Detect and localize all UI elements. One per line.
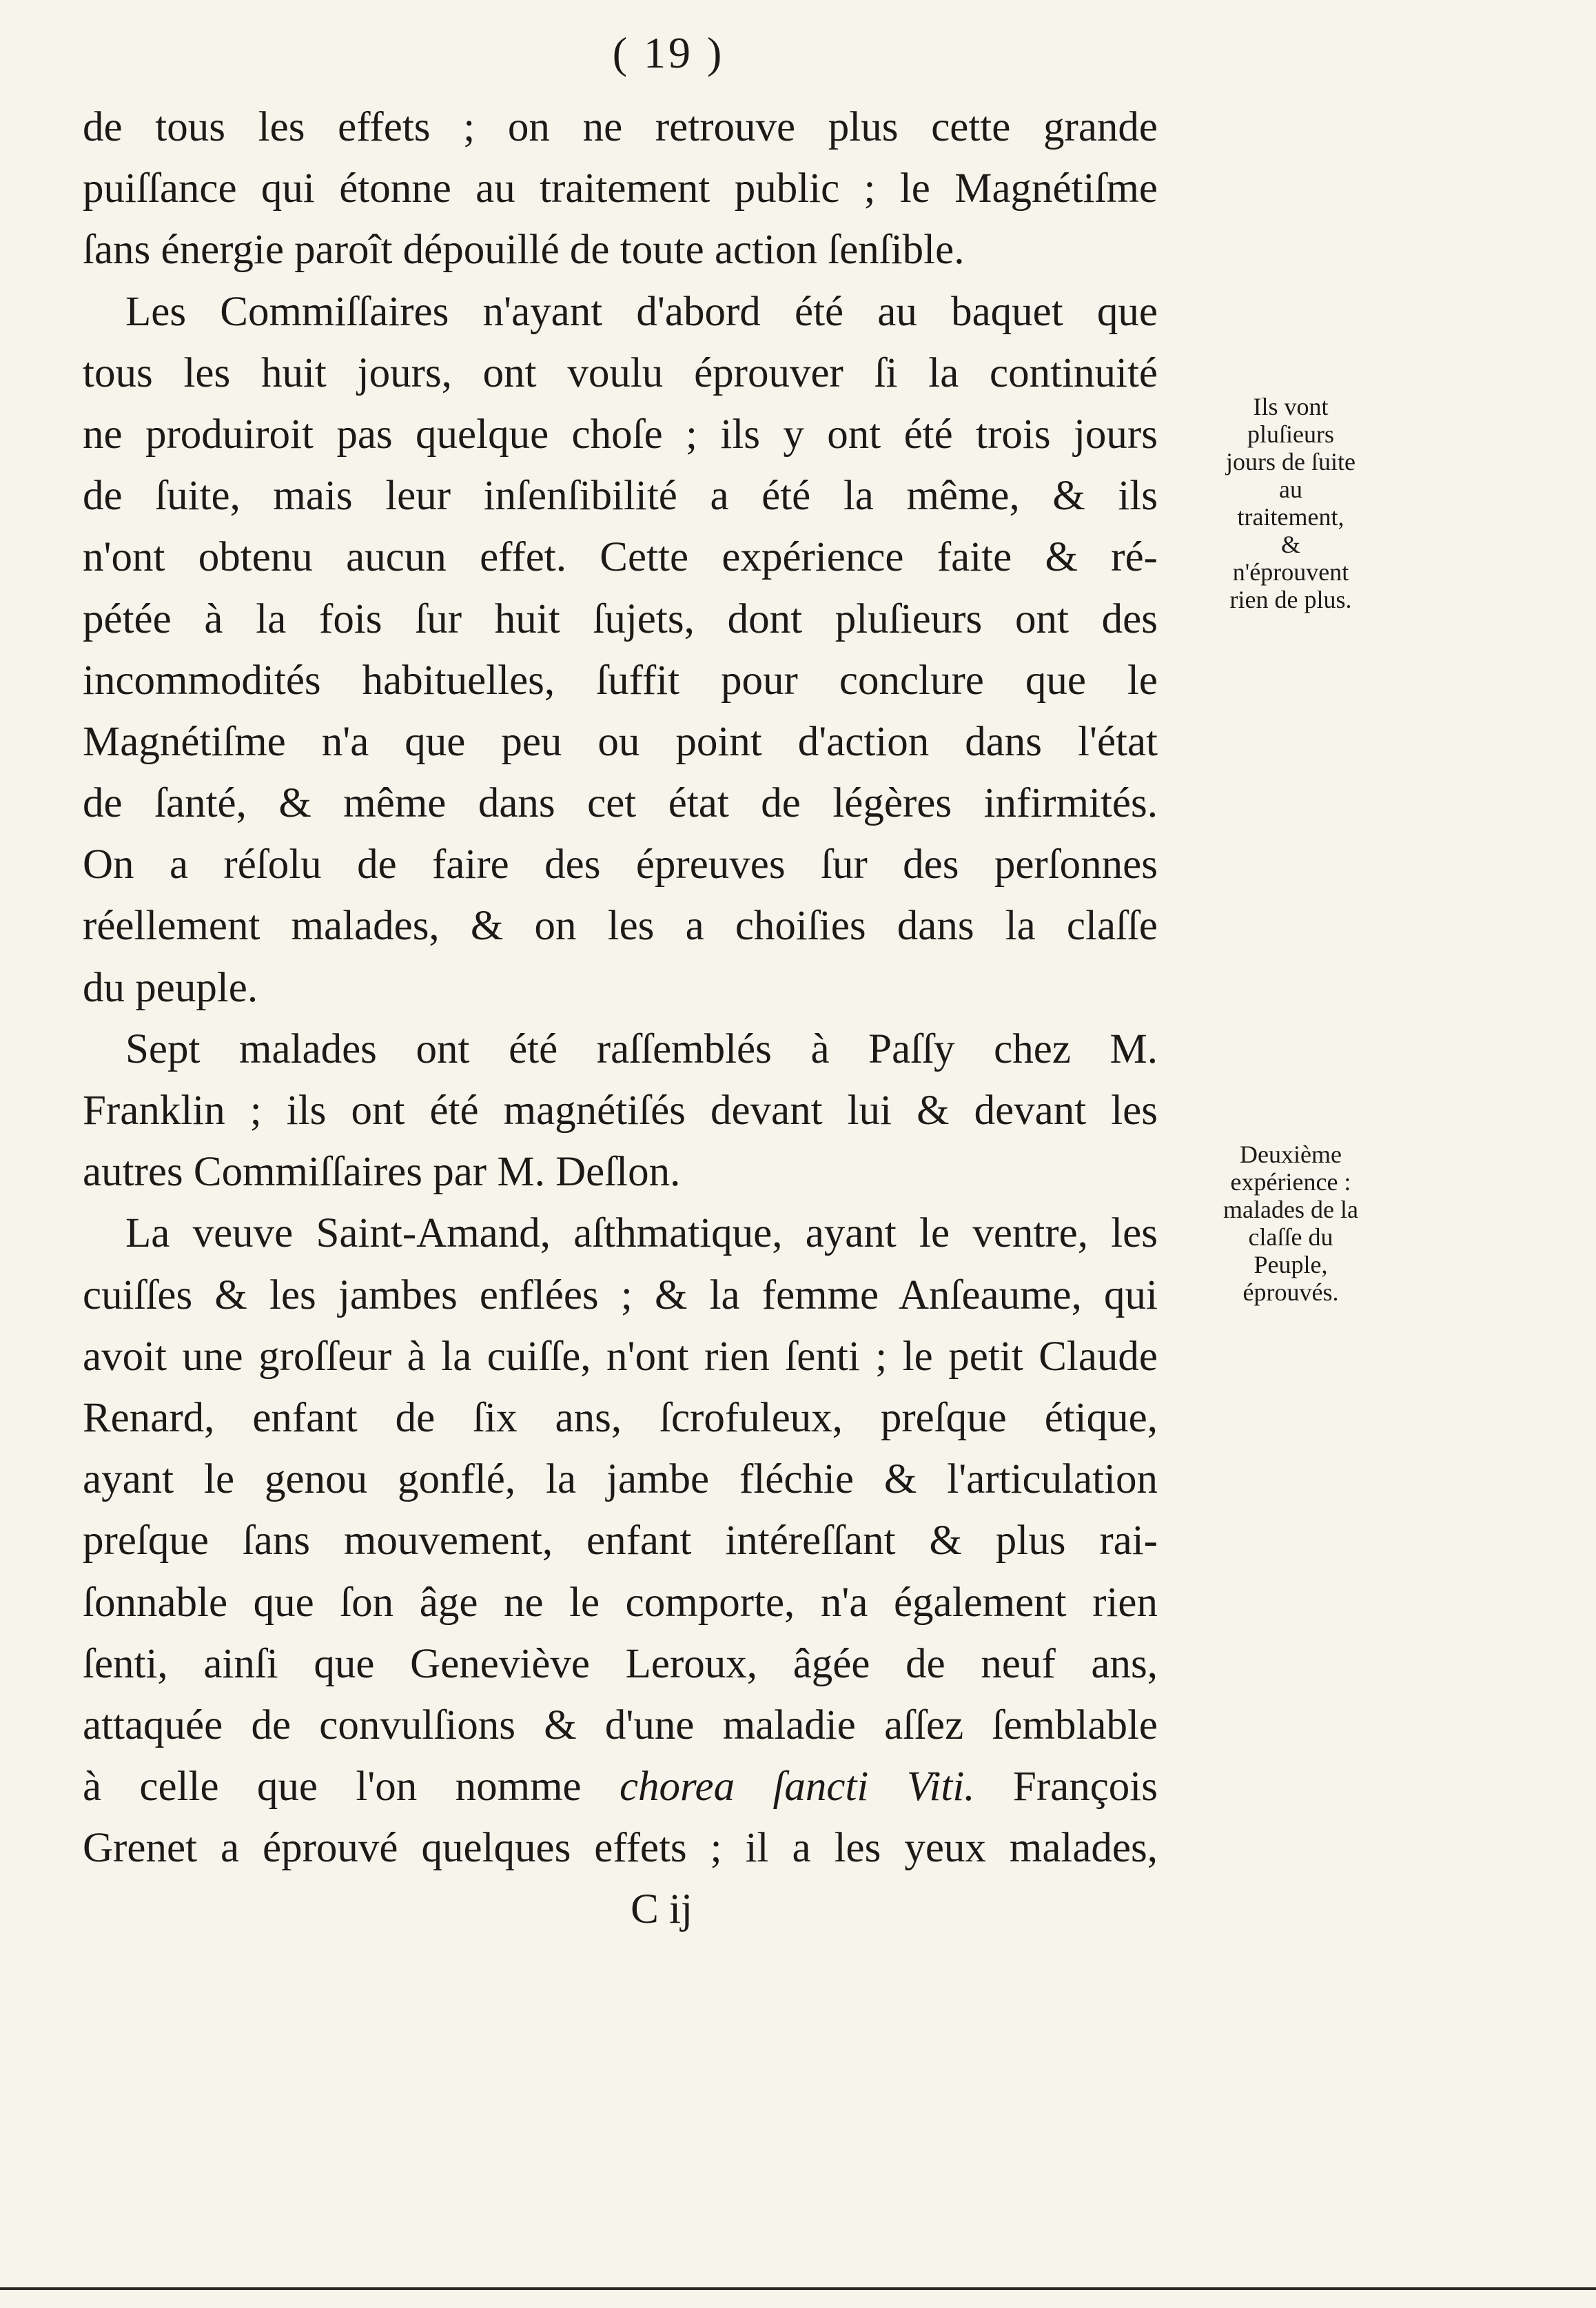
text-line: Franklin ; ils ont été magnétiſés devant lui & devant les (83, 1087, 1158, 1134)
margin-note-line: éprouvés. (1242, 1278, 1339, 1306)
text-line: de ſuite, mais leur inſenſibilité a été la même, & ils (83, 473, 1158, 520)
margin-note-line: rien de plus. (1229, 586, 1352, 613)
margin-note-line: expérience : (1230, 1168, 1351, 1196)
text-segment: François (1012, 1764, 1158, 1810)
text-line: n'ont obtenu aucun effet. Cette expérience faite & ré- (83, 534, 1158, 581)
margin-note-line: Ils vont (1253, 393, 1329, 420)
text-line: puiſſance qui étonne au traitement public ; le Magnétiſme (83, 165, 1158, 212)
text-line: Sept malades ont été raſſemblés à Paſſy chez M. (125, 1025, 1158, 1072)
text-line: attaquée de convulſions & d'une maladie aſſez ſemblable (83, 1702, 1158, 1748)
text-line: de ſanté, & même dans cet état de légères infirmités. (83, 780, 1158, 827)
bottom-rule (0, 2287, 1596, 2290)
text-line: cuiſſes & les jambes enflées ; & la femme Anſeaume, qui (83, 1272, 1158, 1318)
text-line: ayant le genou gonflé, la jambe fléchie & l'articulation (83, 1456, 1158, 1503)
text-line: autres Commiſſaires par M. Deſlon. (83, 1149, 681, 1196)
page-number: ( 19 ) (612, 28, 725, 77)
latin-phrase: chorea ſancti Viti. (619, 1764, 975, 1810)
margin-note-line: claſſe du (1248, 1223, 1333, 1251)
margin-note-line: pluſieurs (1247, 420, 1334, 448)
text-line: ſenti, ainſi que Geneviève Leroux, âgée de neuf ans, (83, 1640, 1158, 1687)
text-line: tous les huit jours, ont voulu éprouver ſi la continuité (83, 349, 1158, 396)
text-line: preſque ſans mouvement, enfant intéreſſant & plus rai- (83, 1518, 1158, 1564)
main-text (83, 96, 1158, 1941)
margin-note-1 (1199, 393, 1382, 613)
text-line: La veuve Saint-Amand, aſthmatique, ayant le ventre, les (125, 1210, 1158, 1257)
margin-note-line: Peuple, (1254, 1251, 1328, 1278)
margin-note-2 (1199, 1141, 1382, 1306)
text-line: On a réſolu de faire des épreuves ſur des perſonnes (83, 841, 1158, 888)
margin-note-line: & (1280, 531, 1300, 558)
text-line-with-latin (83, 1756, 1158, 1817)
text-segment: à celle que l'on nomme (83, 1764, 582, 1810)
text-line: ne produiroit pas quelque choſe ; ils y ont été trois jours (83, 411, 1158, 458)
margin-note-line: au (1279, 476, 1302, 503)
margin-note-line: traitement, (1237, 503, 1344, 531)
margin-note-line: n'éprouvent (1232, 558, 1349, 586)
margin-note-line: malades de la (1223, 1196, 1358, 1223)
text-line: incommodités habituelles, ſuffit pour conclure que le (83, 657, 1158, 704)
text-line: pétée à la fois ſur huit ſujets, dont pluſieurs ont des (83, 595, 1158, 642)
text-line: avoit une groſſeur à la cuiſſe, n'ont rien ſenti ; le petit Claude (83, 1333, 1158, 1380)
text-line: Les Commiſſaires n'ayant d'abord été au baquet que (125, 288, 1158, 335)
signature-mark: C ij (631, 1886, 693, 1933)
text-line: Magnétiſme n'a que peu ou point d'action dans l'état (83, 718, 1158, 765)
margin-note-line: Deuxième (1240, 1141, 1342, 1168)
text-line: réellement malades, & on les a choiſies dans la claſſe (83, 903, 1158, 950)
text-line: Grenet a éprouvé quelques effets ; il a les yeux malades, (83, 1825, 1158, 1872)
text-line: ſonnable que ſon âge ne le comporte, n'a également rien (83, 1579, 1158, 1626)
margin-note-line: jours de ſuite (1226, 448, 1355, 476)
text-line: du peuple. (83, 964, 258, 1011)
text-line: de tous les effets ; on ne retrouve plus cette grande (83, 104, 1158, 150)
text-line: ſans énergie paroît dépouillé de toute action ſenſible. (83, 227, 965, 274)
text-line: Renard, enfant de ſix ans, ſcrofuleux, preſque étique, (83, 1394, 1158, 1441)
